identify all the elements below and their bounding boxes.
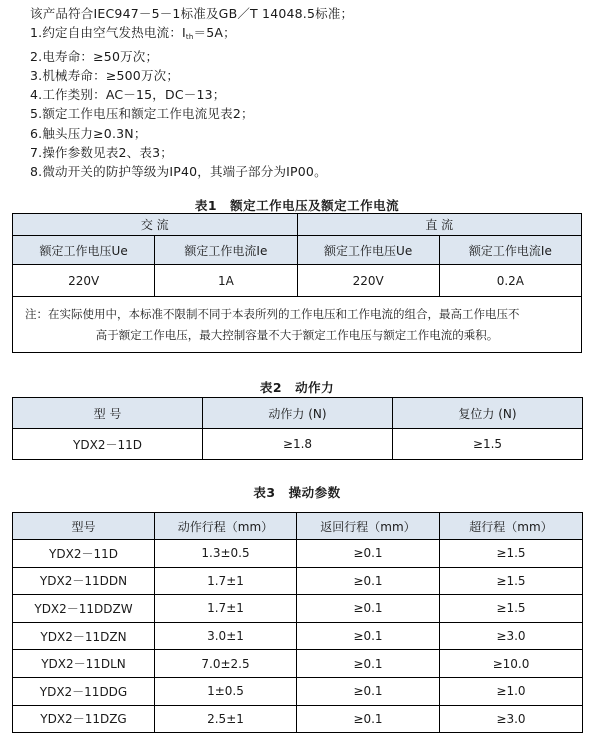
table1-group-dc: 直 流 <box>297 214 582 236</box>
table3-cell: ≥0.1 <box>297 567 440 595</box>
table1-cell: 1A <box>155 265 297 297</box>
table3-cell: YDX2－11DDZW <box>13 595 155 623</box>
intro-item-1-subscript: th <box>185 33 194 42</box>
table1-note-row <box>13 297 582 353</box>
intro-item-3: 3.机械寿命：≥500万次； <box>30 68 180 84</box>
table2-cell: ≥1.8 <box>203 429 393 460</box>
intro-item-2: 2.电寿命：≥50万次； <box>30 49 159 65</box>
intro-item-4: 4.工作类别：AC－15，DC－13； <box>30 87 226 103</box>
table3-cell: ≥0.1 <box>297 705 440 733</box>
table1-cell: 0.2A <box>439 265 581 297</box>
table2-cell: YDX2－11D <box>13 429 203 460</box>
table3-cell: ≥3.0 <box>440 705 583 733</box>
table2-cell: ≥1.5 <box>393 429 583 460</box>
table2-header-cell: 动作力 (N) <box>203 398 393 429</box>
table-row <box>13 677 583 705</box>
table3-cell: YDX2－11DDN <box>13 567 155 595</box>
table3-cell: ≥10.0 <box>440 650 583 678</box>
intro-item-7: 7.操作参数见表2、表3； <box>30 144 173 160</box>
table1-note <box>13 297 582 353</box>
table-row <box>13 705 583 733</box>
table1-cell: 220V <box>297 265 439 297</box>
table2-header-row <box>13 398 583 429</box>
table-row <box>13 265 582 297</box>
table2-header-cell: 型 号 <box>13 398 203 429</box>
table3-header-cell: 超行程（mm） <box>440 513 583 540</box>
table3-cell: 7.0±2.5 <box>155 650 297 678</box>
table1-header-cell: 额定工作电压Ue <box>297 236 439 265</box>
table-row <box>13 567 583 595</box>
intro-standard: 该产品符合IEC947－5－1标准及GB／T 14048.5标准； <box>30 6 354 21</box>
table3-cell: ≥0.1 <box>297 622 440 650</box>
table3-header-cell: 返回行程（mm） <box>297 513 440 540</box>
table3-cell: ≥1.5 <box>440 595 583 623</box>
intro-item-1-text: 1.约定自由空气发热电流：I <box>30 25 186 41</box>
table3-cell: YDX2－11DZG <box>13 705 155 733</box>
table1-note-line1: 注：在实际使用中，本标准不限制不同于本表所列的工作电压和工作电流的组合，最高工作电压不 <box>25 306 520 321</box>
table1-header-cell: 额定工作电流Ie <box>155 236 297 265</box>
intro-item-8: 8.微动开关的防护等级为IP40，其端子部分为IP00。 <box>30 163 327 179</box>
table3-cell: ≥0.1 <box>297 540 440 568</box>
table-row <box>13 429 583 460</box>
table1-group-row <box>13 214 582 236</box>
table3-cell: YDX2－11DDG <box>13 677 155 705</box>
table-row <box>13 622 583 650</box>
table3-header-cell: 型号 <box>13 513 155 540</box>
table3-cell: ≥0.1 <box>297 677 440 705</box>
table3-cell: 1.3±0.5 <box>155 540 297 568</box>
table3-cell: ≥0.1 <box>297 650 440 678</box>
table3-cell: 1.7±1 <box>155 567 297 595</box>
table3-cell: 3.0±1 <box>155 622 297 650</box>
table3-cell: ≥3.0 <box>440 622 583 650</box>
table1-header-cell: 额定工作电流Ie <box>439 236 581 265</box>
operating-parameters-table <box>12 512 583 733</box>
table3-cell: 1±0.5 <box>155 677 297 705</box>
table3-cell: ≥1.5 <box>440 540 583 568</box>
intro-item-1 <box>30 23 586 47</box>
table-row <box>13 540 583 568</box>
table3-cell: 1.7±1 <box>155 595 297 623</box>
table1-group-ac: 交 流 <box>13 214 298 236</box>
table3-cell: YDX2－11D <box>13 540 155 568</box>
table3-cell: ≥1.5 <box>440 567 583 595</box>
table1-caption: 表1 额定工作电压及额定工作电流 <box>194 198 400 213</box>
intro-list <box>30 4 586 181</box>
table3-cell: YDX2－11DLN <box>13 650 155 678</box>
table3-cell: YDX2－11DZN <box>13 622 155 650</box>
intro-item-6: 6.触头压力≥0.3N； <box>30 125 147 141</box>
table3-cell: ≥0.1 <box>297 595 440 623</box>
table1-header-row <box>13 236 582 265</box>
table-row <box>13 650 583 678</box>
table-row <box>13 595 583 623</box>
rated-current-table <box>12 213 582 353</box>
table3-header-cell: 动作行程（mm） <box>155 513 297 540</box>
table2-header-cell: 复位力 (N) <box>393 398 583 429</box>
operating-force-table <box>12 397 583 460</box>
table1-header-cell: 额定工作电压Ue <box>13 236 155 265</box>
intro-item-1-value: ＝5A； <box>193 25 236 41</box>
table2-caption: 表2 动作力 <box>259 380 335 395</box>
table1-note-line2: 高于额定工作电压，最大控制容量不大于额定工作电压与额定工作电流的乘积。 <box>95 327 499 342</box>
table3-caption: 表3 操动参数 <box>253 485 341 500</box>
intro-item-5: 5.额定工作电压和额定工作电流见表2； <box>30 106 254 122</box>
table1-cell: 220V <box>13 265 155 297</box>
table3-cell: 2.5±1 <box>155 705 297 733</box>
table3-header-row <box>13 513 583 540</box>
table3-cell: ≥1.0 <box>440 677 583 705</box>
